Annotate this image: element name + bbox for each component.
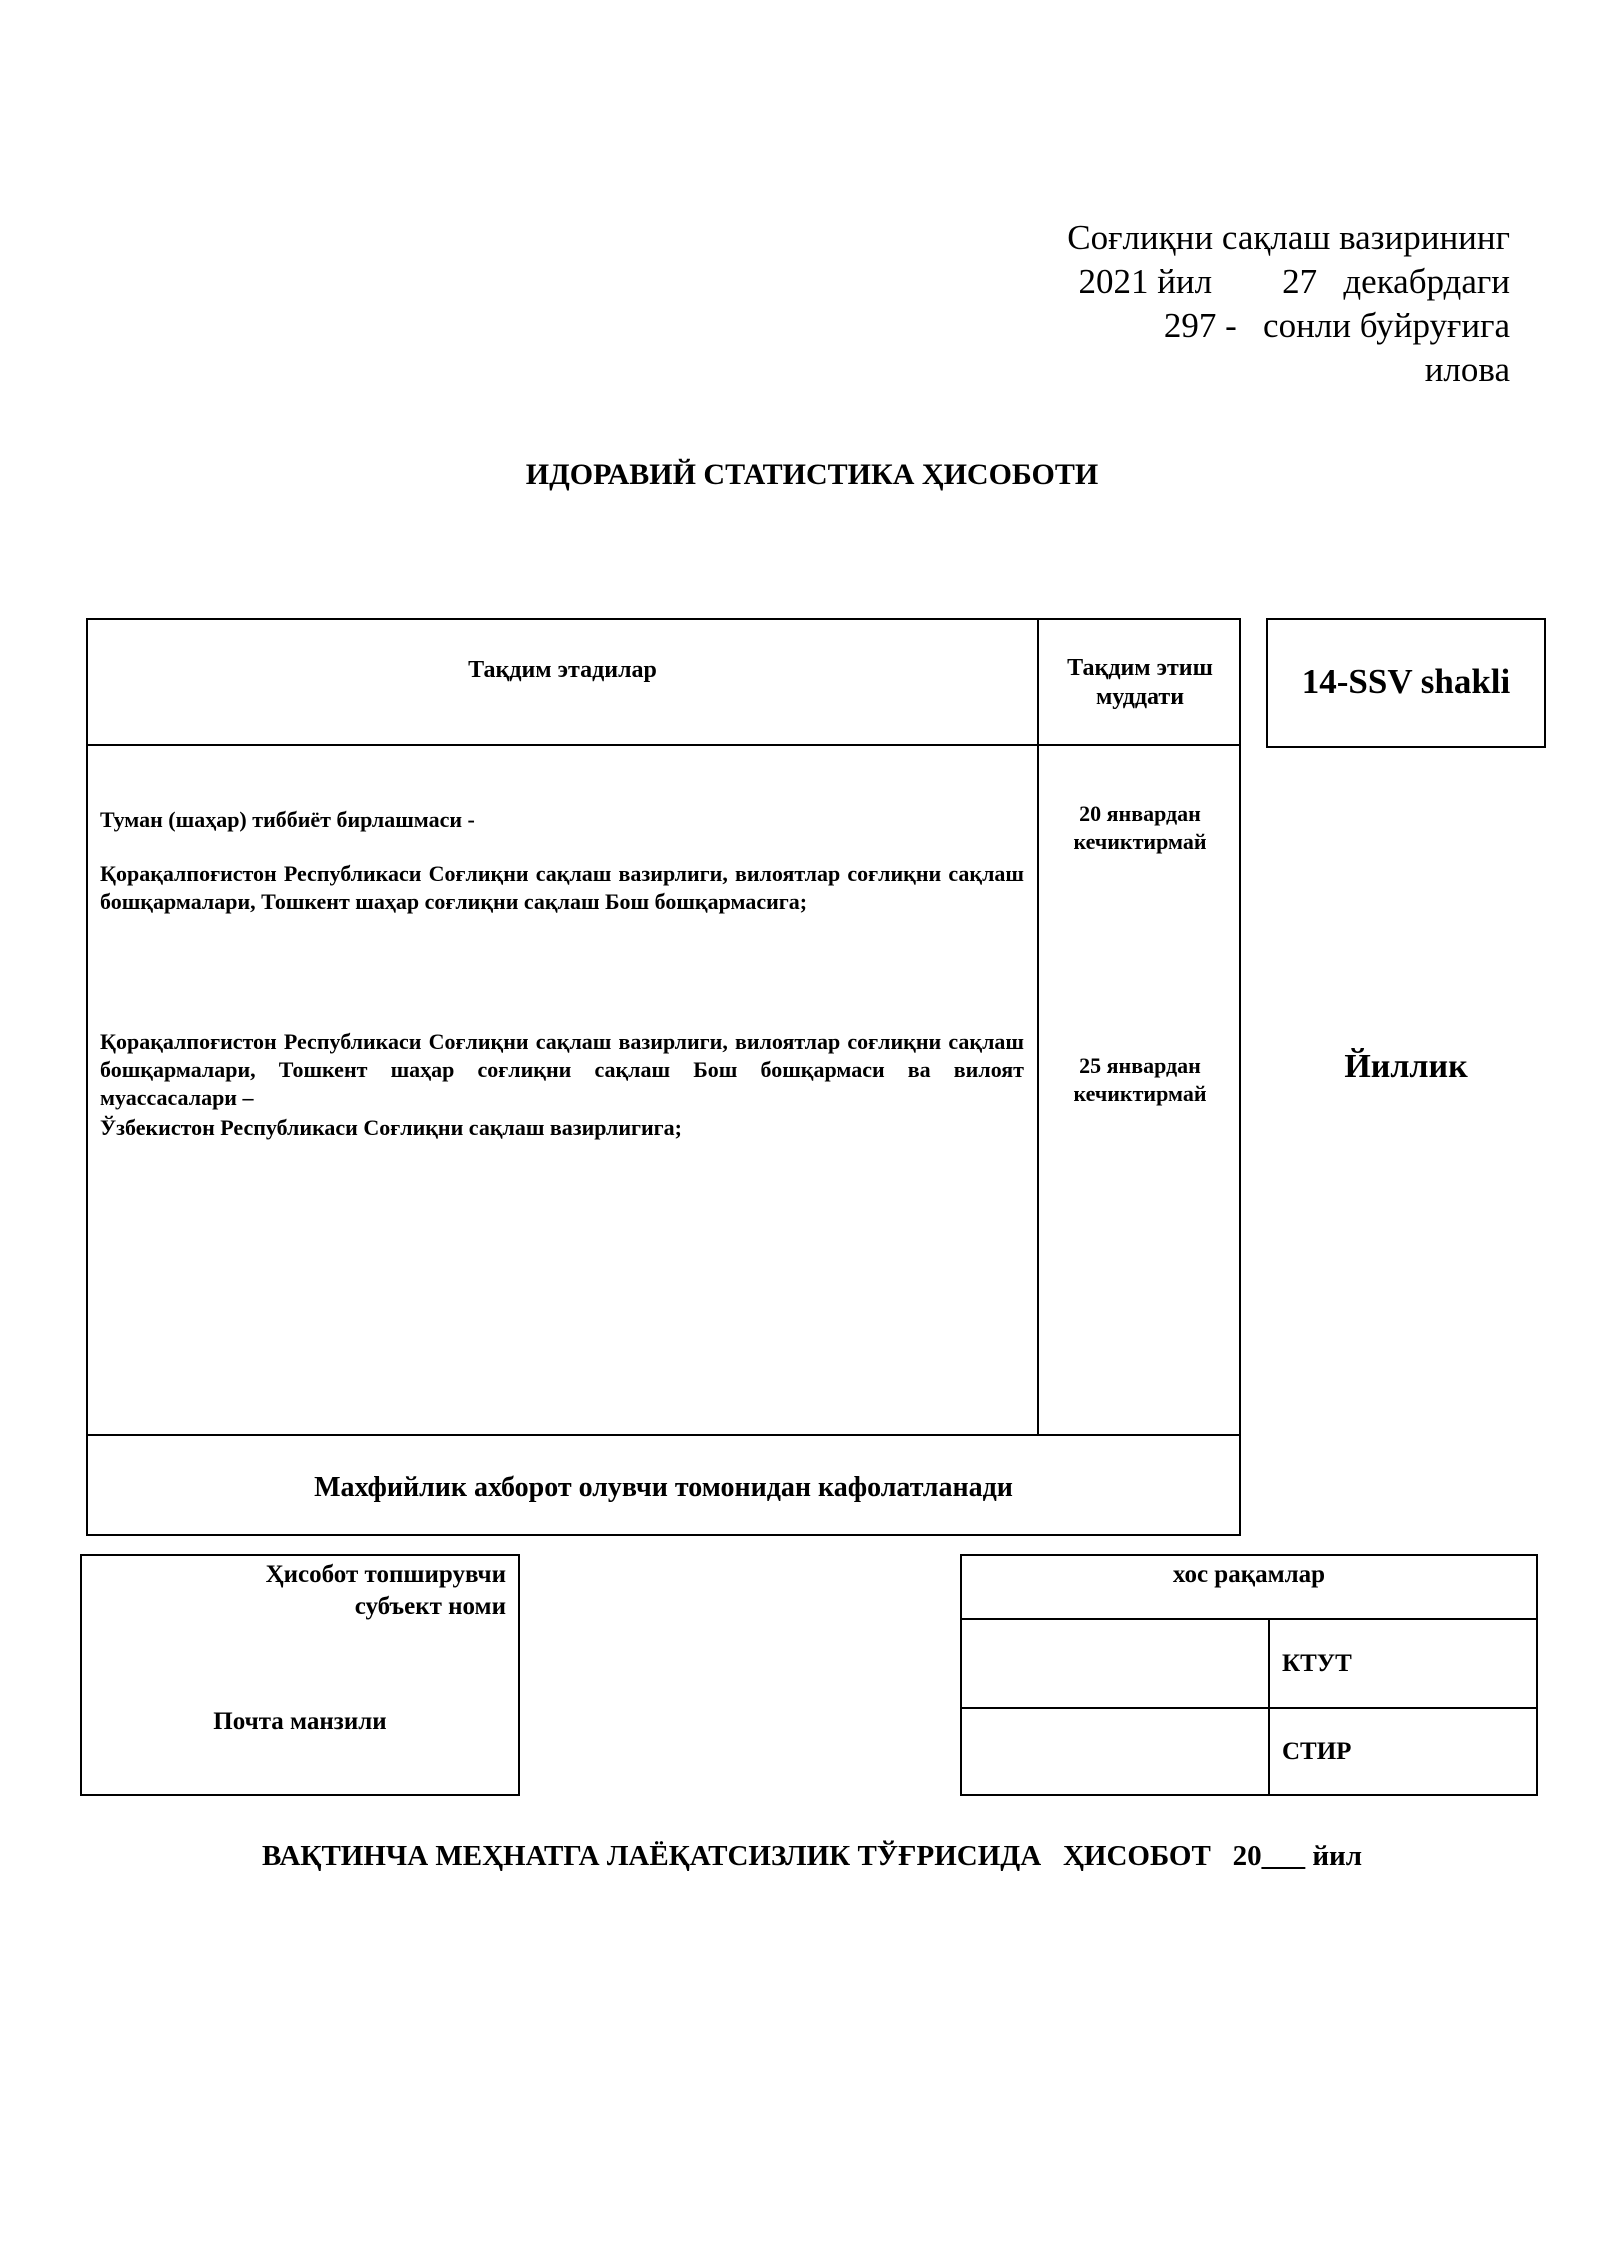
subject-name-label: Ҳисобот топширувчи субъект номи [265, 1561, 506, 1620]
subject-name-value[interactable] [530, 1564, 1030, 1764]
decree-line-1: Соғлиқни сақлаш вазирининг [1067, 218, 1510, 257]
decree-line-2: 2021 йил 27 декабрдаги [1078, 262, 1510, 301]
deadline-first: 20 январдан кечиктирмай [1073, 801, 1207, 854]
ktut-value[interactable] [970, 1630, 1260, 1700]
header-submitters: Тақдим этадилар [468, 657, 657, 683]
confidentiality-note: Махфийлик ахборот олувчи томонидан кафолатланади [314, 1472, 1013, 1503]
stir-label: СТИР [1282, 1738, 1352, 1765]
codes-header-divider [962, 1618, 1536, 1620]
header-deadline: Тақдим этиш муддати [1067, 655, 1213, 710]
form-code-box [1266, 618, 1546, 748]
ktut-label: КТУТ [1282, 1650, 1352, 1677]
deadline-second: 25 январдан кечиктирмай [1073, 1053, 1207, 1106]
codes-column-divider [1268, 1620, 1270, 1794]
codes-header: хос рақамлар [1172, 1561, 1326, 1588]
postal-address-label: Почта манзили [213, 1708, 387, 1735]
table-footer-divider [88, 1434, 1239, 1436]
periodicity: Йиллик [1344, 1048, 1468, 1085]
stir-value[interactable] [970, 1718, 1260, 1788]
decree-line-4: илова [1424, 350, 1510, 389]
document-title: ИДОРАВИЙ СТАТИСТИКА ҲИСОБОТИ [525, 458, 1099, 491]
main-table [86, 618, 1241, 1536]
subject-label-cell [80, 1554, 520, 1796]
form-code: 14-SSV shakli [1301, 662, 1511, 701]
submitter-institutions: Қорақалпоғистон Республикаси Соғлиқни сақлаш вазирлиги, вилоятлар соғлиқни сақлаш бошқармалари, Тошкент шаҳар соғлиқни сақлаш Бош бошқармаси ва вилоят муассасалари – [100, 1029, 1024, 1110]
submitter-district: Туман (шаҳар) тиббиёт бирлашмаси - [100, 807, 475, 832]
decree-line-3: 297 - сонли буйруғига [1163, 306, 1510, 345]
decree-reference [1067, 216, 1510, 392]
codes-row-divider [962, 1707, 1536, 1709]
submitter-regional: Қорақалпоғистон Республикаси Соғлиқни сақлаш вазирлиги, вилоятлар соғлиқни сақлаш бошқармалари, Тошкент шаҳар соғлиқни сақлаш Бош бошқармасига; [100, 861, 1024, 914]
report-title: ВАҚТИНЧА МЕҲНАТГА ЛАЁҚАТСИЗЛИК ТЎҒРИСИДА ҲИСОБОТ 20___ йил [261, 1840, 1363, 1872]
table-column-divider [1037, 620, 1039, 1434]
codes-table [960, 1554, 1538, 1796]
submitter-ministry: Ўзбекистон Республикаси Соғлиқни сақлаш вазирлигига; [100, 1115, 682, 1140]
table-header-divider [88, 744, 1239, 746]
